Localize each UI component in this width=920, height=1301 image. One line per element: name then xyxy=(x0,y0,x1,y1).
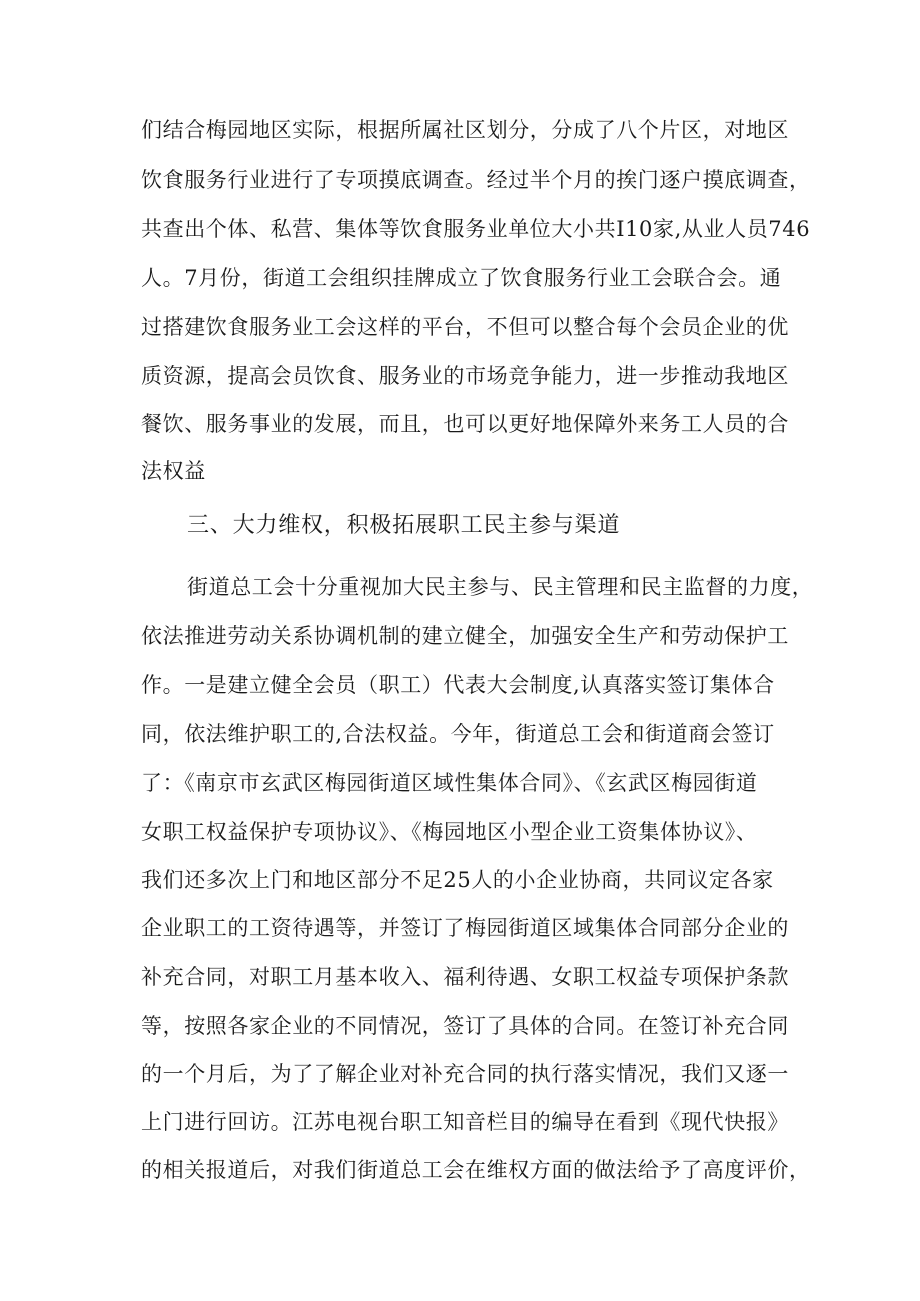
paragraph-2-line-4: 同，依法维护职工的,合法权益。今年，街道总工会和街道商会签订 xyxy=(141,722,775,746)
paragraph-2-line-10: 等，按照各家企业的不同情况，签订了具体的合同。在签订补充合同 xyxy=(141,1014,789,1038)
paragraph-1-line-2: 饮食服务行业进行了专项摸底调查。经过半个月的挨门逐户摸底调查， xyxy=(141,168,811,192)
section-heading: 三、大力维权，积极拓展职工民主参与渠道 xyxy=(187,513,621,538)
paragraph-2-line-3: 作。一是建立健全会员（职工）代表大会制度,认真落实签订集体合 xyxy=(141,673,775,697)
paragraph-2-line-6: 女职工权益保护专项协议》、《梅园地区小型企业工资集体协议》、 xyxy=(141,820,758,844)
paragraph-2-line-8: 企业职工的工资待遇等，并签订了梅园街道区域集体合同部分企业的 xyxy=(141,916,789,940)
paragraph-1-line-3: 共查出个体、私营、集体等饮食服务业单位大小共I10家,从业人员746 xyxy=(141,217,811,241)
paragraph-1-line-8: 法权益 xyxy=(141,459,206,483)
paragraph-1-line-1: 们结合梅园地区实际，根据所属社区划分，分成了八个片区，对地区 xyxy=(141,118,789,142)
paragraph-2-line-2: 依法推进劳动关系协调机制的建立健全，加强安全生产和劳动保护工 xyxy=(141,624,789,648)
paragraph-2-line-9: 补充合同，对职工月基本收入、福利待遇、女职工权益专项保护条款 xyxy=(141,965,789,989)
paragraph-1-line-7: 餐饮、服务事业的发展，而且，也可以更好地保障外来务工人员的合 xyxy=(141,412,789,436)
paragraph-1-line-6: 质资源，提高会员饮食、服务业的市场竞争能力，进一步推动我地区 xyxy=(141,364,789,388)
paragraph-2-line-11: 的一个月后，为了了解企业对补充合同的执行落实情况，我们又逐一 xyxy=(141,1062,789,1086)
paragraph-2-line-1: 街道总工会十分重视加大民主参与、民主管理和民主监督的力度， xyxy=(187,575,814,599)
paragraph-2-line-5: 了：《南京市玄武区梅园街道区域性集体合同》、《玄武区梅园街道 xyxy=(141,771,758,795)
paragraph-1-line-4: 人。7月份，街道工会组织挂牌成立了饮食服务行业工会联合会。通 xyxy=(141,266,782,290)
paragraph-2-line-13: 的相关报道后，对我们街道总工会在维权方面的做法给予了高度评价， xyxy=(141,1158,811,1182)
paragraph-1-line-5: 过搭建饮食服务业工会这样的平台，不但可以整合每个会员企业的优 xyxy=(141,315,789,339)
paragraph-2-line-12: 上门进行回访。江苏电视台职工知音栏目的编导在看到《现代快报》 xyxy=(141,1110,789,1134)
paragraph-2-line-7: 我们还多次上门和地区部分不足25人的小企业协商，共同议定各家 xyxy=(141,868,774,892)
